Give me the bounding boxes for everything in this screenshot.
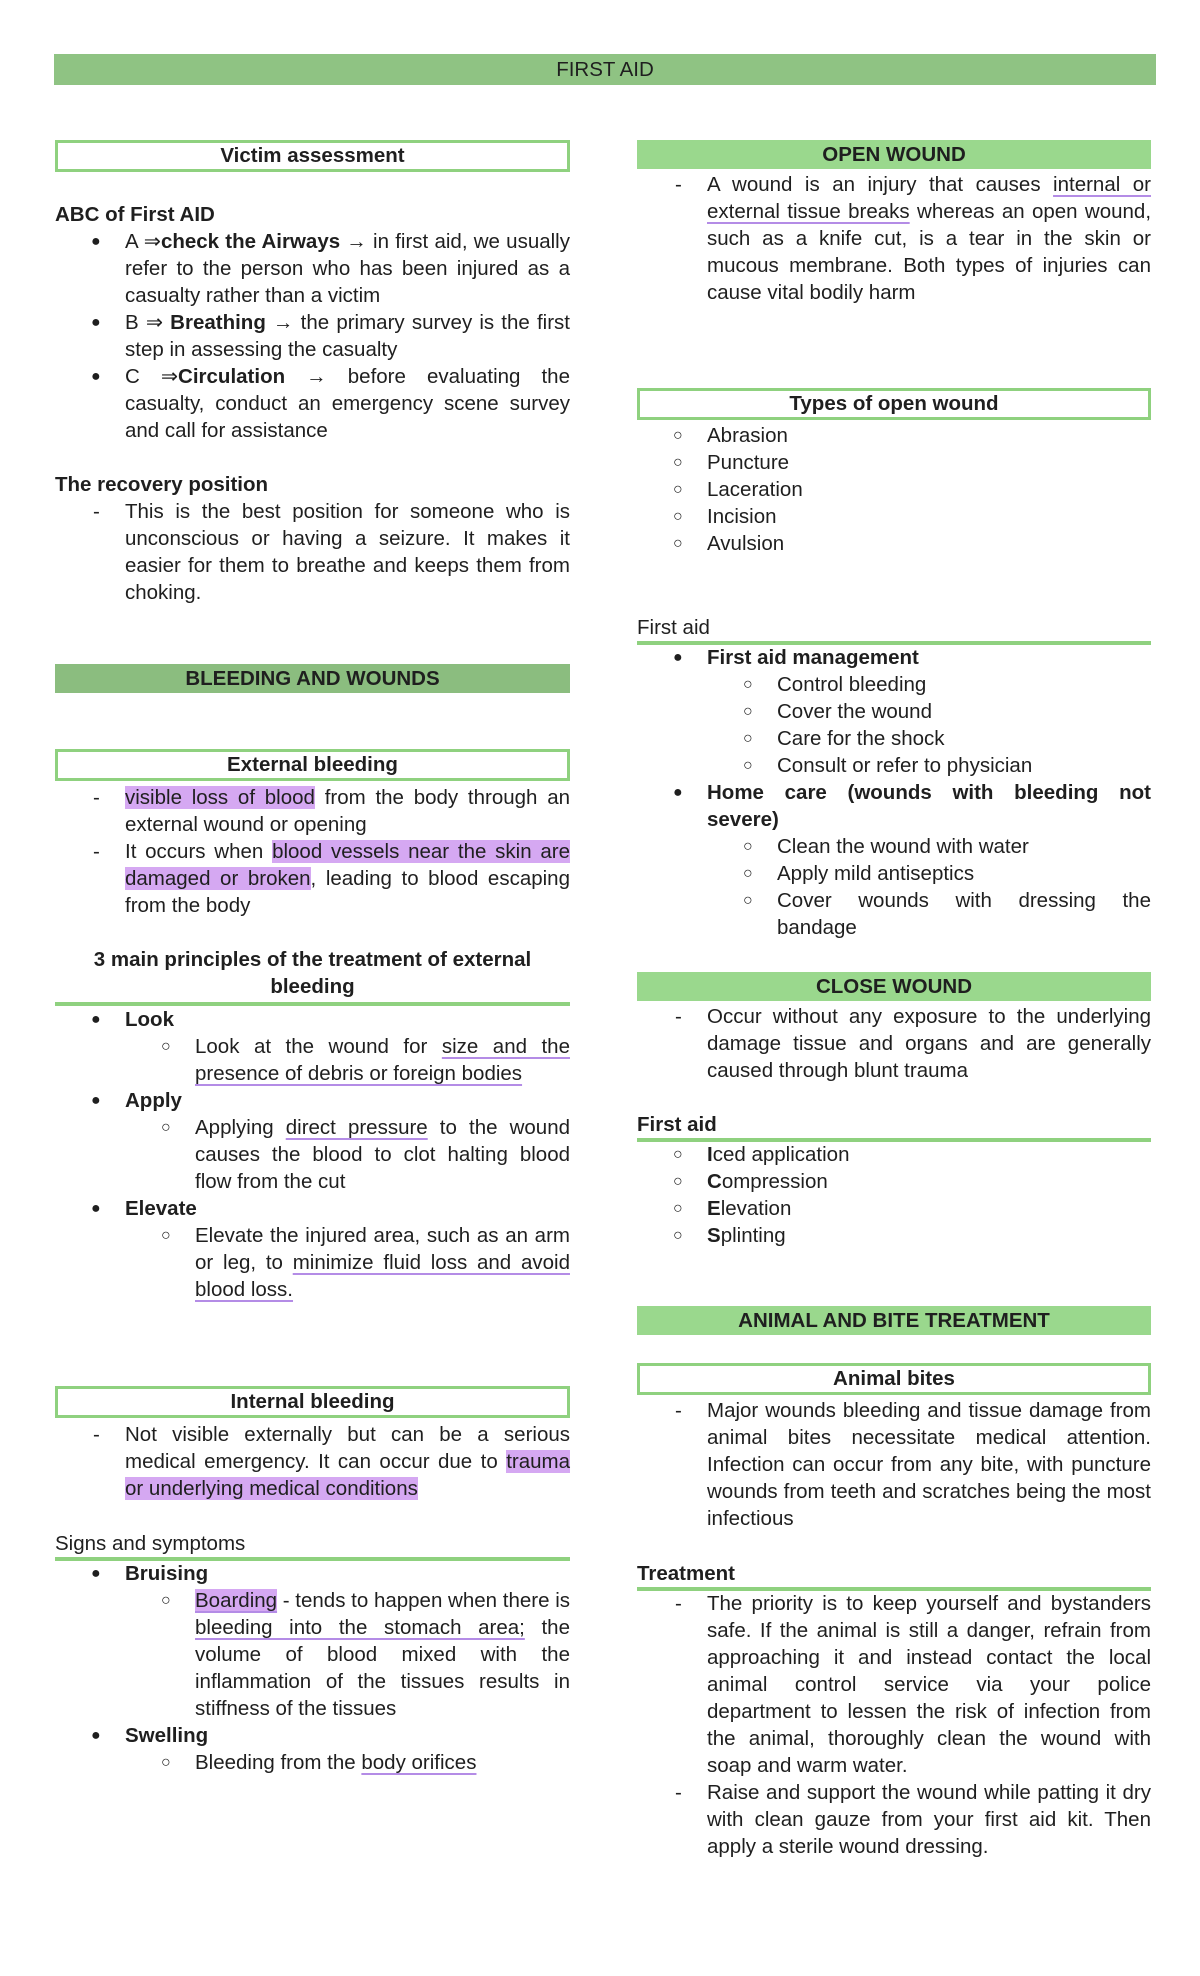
internal-bleeding-section [55,1421,570,1502]
signs-list [55,1560,570,1776]
text: A wound is an injury that causes [707,173,1054,196]
underline: minimize fluid loss and avoid blood loss. [195,1251,570,1301]
treatment-list [637,1590,1151,1860]
underline: size and the presence of debris or foreign bodies [195,1035,570,1085]
apply-label: Apply [125,1089,182,1112]
highlight: visible loss of blood [125,786,315,809]
close-wound-heading: CLOSE WOUND [637,972,1151,1001]
type-item: Incision [707,505,777,528]
treatment-text: The priority is to keep yourself and bystanders safe. If the animal is still a danger, refrain from approaching it and instead contact the local animal control service via your police department to lessen the risk of infection from the animal, thoroughly clean the wound with soap and warm water. [707,1592,1151,1777]
circle-icon: ○ [161,1227,171,1244]
circle-icon: ○ [743,865,753,882]
circle-icon: ○ [161,1038,171,1055]
types-list [637,422,1151,557]
breathing-term: Breathing [170,311,266,334]
list-item [637,1590,1151,1779]
list-item [637,503,1151,530]
list-item [55,498,570,606]
abc-title: ABC of First AID [55,203,215,226]
underline: internal or external tissue breaks [707,173,1151,223]
bullet-icon: ● [91,1565,101,1582]
elevate-label: Elevate [125,1197,197,1220]
external-bleeding-section [55,784,570,919]
dash-icon: - [93,786,100,809]
type-item: Puncture [707,451,790,474]
circle-icon: ○ [673,427,683,444]
list-item [637,1779,1151,1860]
circle-icon: ○ [673,454,683,471]
rice-text: levation [720,1197,792,1220]
rice-list [637,1141,1151,1249]
circulation-text: → before evaluating the casualty, conduct an emergency scene survey and call for assistance [125,365,570,442]
list-item [55,1421,570,1502]
types-heading: Types of open wound [637,388,1151,420]
open-wound-heading: OPEN WOUND [637,140,1151,169]
list-item [55,1749,570,1776]
home-care-item: Clean the wound with water [777,835,1029,858]
rice-initial: S [707,1224,721,1247]
dash-icon: - [675,173,682,196]
list-item [55,1560,570,1587]
rice-text: ced application [712,1143,850,1166]
look-label: Look [125,1008,174,1031]
list-item [637,833,1151,860]
home-care-item: Apply mild antiseptics [777,862,975,885]
rice-text: plinting [720,1224,786,1247]
list-item [55,1114,570,1195]
victim-assessment-heading: Victim assessment [55,140,570,172]
type-item: Abrasion [707,424,788,447]
home-care-label: Home care (wounds with bleeding not severe) [707,781,1151,831]
list-item [637,171,1151,306]
circle-icon: ○ [161,1754,171,1771]
list-item [637,1222,1151,1249]
circle-icon: ○ [673,1146,683,1163]
circle-icon: ○ [743,757,753,774]
list-item [55,1722,570,1749]
letter-b: B ⇒ [125,311,164,334]
bullet-icon: ● [91,233,101,250]
bullet-icon: ● [91,1727,101,1744]
treatment-text: Raise and support the wound while patting it dry with clean gauze from your first aid kit. Then apply a sterile wound dressing. [707,1781,1151,1858]
list-item [637,698,1151,725]
list-item [637,887,1151,941]
underline: direct pressure [285,1116,428,1139]
list-item [637,1141,1151,1168]
list-item [55,1087,570,1114]
list-item [55,1222,570,1303]
principles-heading: 3 main principles of the treatment of external bleeding [55,946,570,1006]
internal-bleeding-heading: Internal bleeding [55,1386,570,1418]
type-item: Laceration [707,478,803,501]
close-first-aid-heading: First aid [637,1111,1151,1142]
page-title: FIRST AID [54,54,1156,85]
bullet-icon: ● [673,649,683,666]
close-wound-definition [637,1003,1151,1084]
list-item [637,779,1151,833]
dash-icon: - [675,1399,682,1422]
text: from the body through an external wound or opening [125,786,571,836]
list-item [55,228,570,309]
circle-icon: ○ [673,535,683,552]
airways-term: check the Airways [160,230,341,253]
text: Bleeding from the [195,1751,362,1774]
bullet-icon: ● [91,1200,101,1217]
list-item [637,725,1151,752]
rice-text: ompression [721,1170,828,1193]
signs-heading: Signs and symptoms [55,1530,570,1561]
animal-bites-heading: Animal bites [637,1363,1151,1395]
text: Elevate the injured area, such as an arm or leg, to [195,1224,570,1274]
highlight: trauma or underlying medical conditions [125,1450,570,1500]
list-item [637,1168,1151,1195]
type-item: Avulsion [707,532,785,555]
list-item [55,1195,570,1222]
circle-icon: ○ [161,1592,171,1609]
circulation-term: Circulation [178,365,286,388]
open-wound-definition [637,171,1151,306]
rice-initial: E [707,1197,721,1220]
circle-icon: ○ [673,1200,683,1217]
dash-icon: - [675,1592,682,1615]
circle-icon: ○ [743,703,753,720]
management-label: First aid management [707,646,919,669]
circle-icon: ○ [743,838,753,855]
dash-icon: - [93,1423,100,1446]
list-item [55,309,570,363]
list-item [637,1397,1151,1532]
list-item [637,752,1151,779]
recovery-title: The recovery position [55,473,269,496]
text: It occurs when [125,840,273,863]
list-item [637,422,1151,449]
list-item [637,530,1151,557]
home-care-item: Cover wounds with dressing the bandage [777,889,1151,939]
swelling-label: Swelling [125,1724,209,1747]
text: whereas an open wound, such as a knife cut, is a tear in the skin or mucous membrane. Both types of injuries can cause vital bodily harm [707,200,1152,304]
principles-list [55,1006,570,1303]
management-item: Control bleeding [777,673,927,696]
circle-icon: ○ [161,1119,171,1136]
bruising-label: Bruising [125,1562,209,1585]
dash-icon: - [675,1781,682,1804]
list-item [55,838,570,919]
bullet-icon: ● [91,1092,101,1109]
circle-icon: ○ [673,508,683,525]
circle-icon: ○ [743,892,753,909]
list-item [637,1195,1151,1222]
open-first-aid-list [637,644,1151,941]
circle-icon: ○ [673,1173,683,1190]
list-item [637,1003,1151,1084]
circle-icon: ○ [743,676,753,693]
close-wound-text: Occur without any exposure to the underlying damage tissue and organs and are generally caused through blunt trauma [707,1005,1151,1082]
list-item [637,449,1151,476]
management-item: Care for the shock [777,727,945,750]
management-item: Consult or refer to physician [777,754,1033,777]
list-item [637,644,1151,671]
list-item [55,1587,570,1722]
list-item [55,1006,570,1033]
recovery-text: This is the best position for someone who is unconscious or having a seizure. It makes it easier for them to breathe and keeps them from choking. [125,500,570,604]
treatment-heading: Treatment [637,1560,1151,1591]
external-bleeding-heading: External bleeding [55,749,570,781]
bullet-icon: ● [91,1011,101,1028]
dash-icon: - [93,500,100,523]
dash-icon: - [93,840,100,863]
bullet-icon: ● [673,784,683,801]
highlight: Boarding [195,1589,278,1612]
rice-initial: C [707,1170,722,1193]
rice-initial: I [707,1143,713,1166]
bullet-icon: ● [91,314,101,331]
underline: body orifices [361,1751,477,1774]
circle-icon: ○ [673,481,683,498]
open-first-aid-heading: First aid [637,614,1151,645]
circle-icon: ○ [743,730,753,747]
list-item [55,363,570,444]
animal-bites-text: Major wounds bleeding and tissue damage from animal bites necessitate medical attention. Infection can occur from any bite, with puncture wounds from teeth and scratches being the most infectious [707,1399,1151,1530]
management-item: Cover the wound [777,700,932,723]
dash-icon: - [675,1005,682,1028]
list-item [55,784,570,838]
bleeding-wounds-heading: BLEEDING AND WOUNDS [55,664,570,693]
letter-a: A ⇒ [125,230,161,253]
list-item [637,860,1151,887]
breathing-text: → the primary survey is the first step in assessing the casualty [125,311,570,361]
highlight: blood vessels near the skin are damaged or broken [125,840,570,890]
victim-assessment-section [55,201,570,606]
text: Look at the wound for [195,1035,442,1058]
underline: bleeding into the stomach area; [195,1616,525,1639]
text: the volume of blood mixed with the inflammation of the tissues results in stiffness of the tissues [195,1616,570,1720]
bullet-icon: ● [91,368,101,385]
text: to the wound causes the blood to clot halting blood flow from the cut [195,1116,570,1193]
text: Applying [195,1116,286,1139]
animal-bite-heading: ANIMAL AND BITE TREATMENT [637,1306,1151,1335]
animal-bites-section [637,1397,1151,1532]
circle-icon: ○ [673,1227,683,1244]
text: , leading to blood escaping from the body [125,867,570,917]
list-item [637,671,1151,698]
airways-text: → in first aid, we usually refer to the person who has been injured as a casualty rather than a victim [125,230,570,307]
text: Not visible externally but can be a serious medical emergency. It can occur due to [125,1423,570,1473]
text: - tends to happen when there is [277,1589,570,1612]
list-item [55,1033,570,1087]
letter-c: C ⇒ [125,365,179,388]
list-item [637,476,1151,503]
